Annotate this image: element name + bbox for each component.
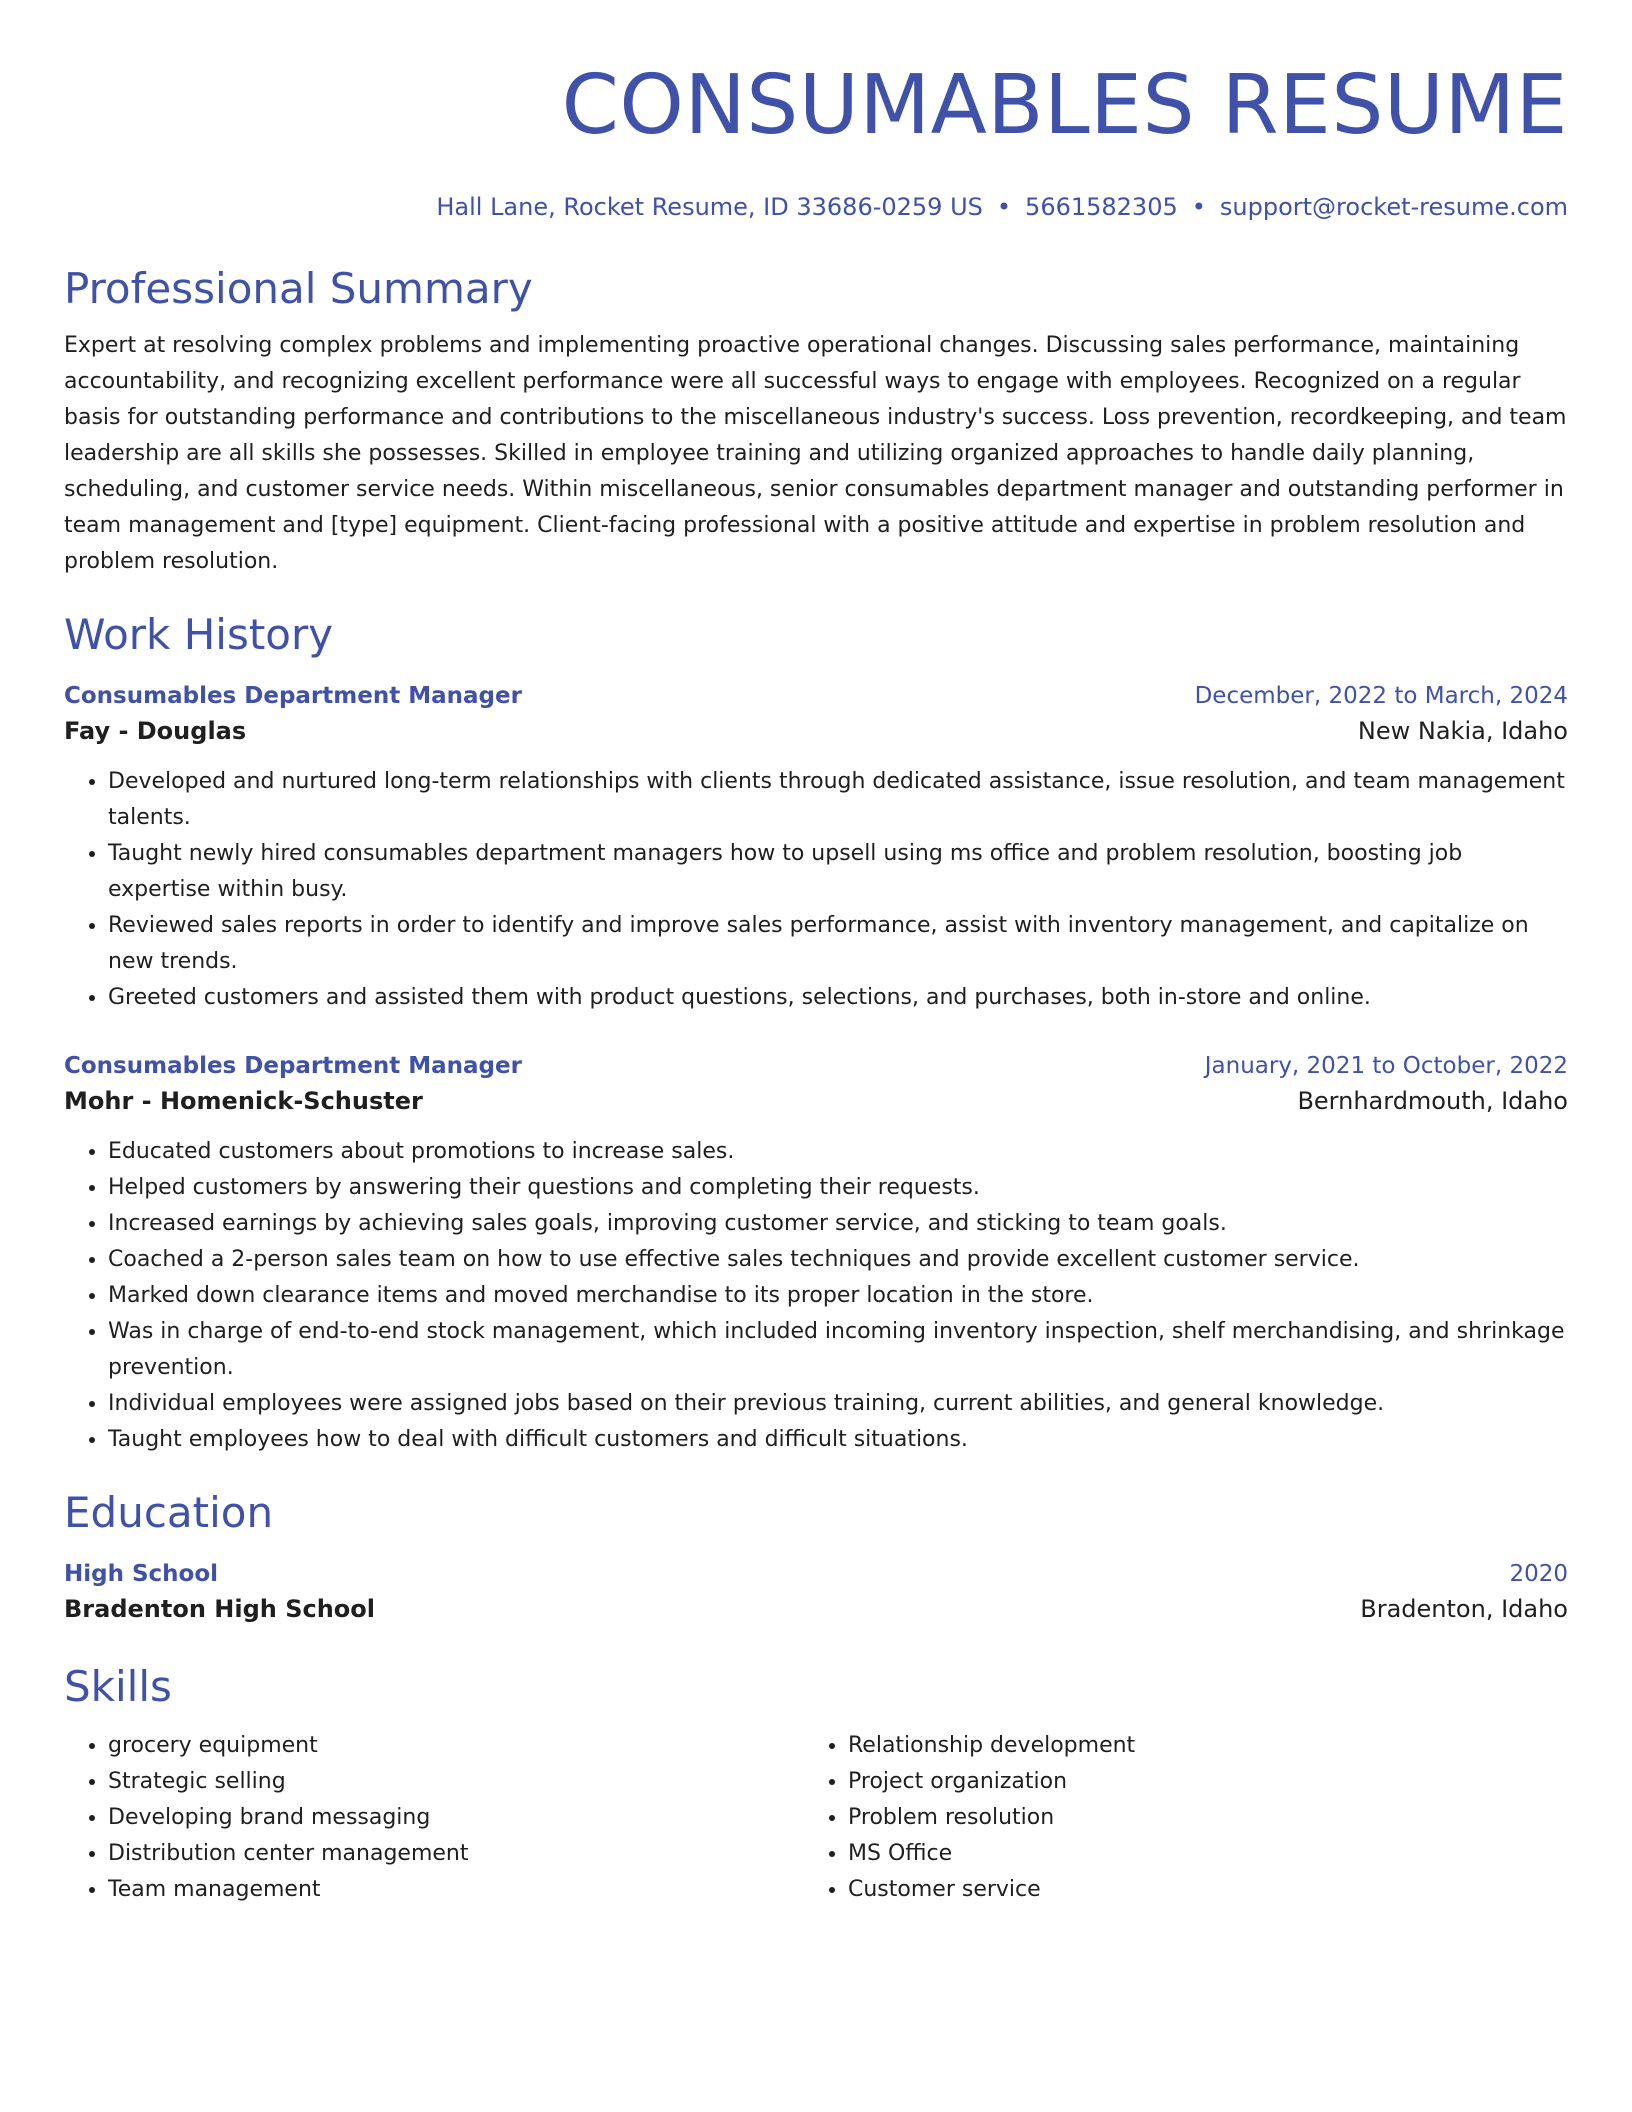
job-bullet: • Taught employees how to deal with difficult customers and difficult situations.: [108, 1422, 1568, 1458]
skill-item: • Developing brand messaging: [108, 1800, 804, 1836]
skill-item: • Team management: [108, 1872, 804, 1908]
skill-item: • Project organization: [848, 1764, 1544, 1800]
education-school: Bradenton High School: [64, 1595, 376, 1623]
skill-item: • Distribution center management: [108, 1836, 804, 1872]
resume-name: CONSUMABLES RESUME: [561, 58, 1568, 153]
separator-dot: •: [1191, 193, 1206, 221]
job-location: Bernhardmouth, Idaho: [1297, 1087, 1568, 1115]
education-entry: [64, 1558, 1568, 1628]
section-title-skills: Skills: [64, 1662, 172, 1711]
job-bullet: • Coached a 2-person sales team on how to use effective sales techniques and provide excellent customer service.: [108, 1242, 1568, 1278]
summary-text: Expert at resolving complex problems and implementing proactive operational changes. Discussing sales performance, maintaining accountability, and recognizing excellent performance were all successful ways to engage with employees. Recognized on a regular basis for outstanding performance and contributions to the miscellaneous industry's success. Loss prevention, recordkeeping, and team leadership are all skills she possesses. Skilled in employee training and utilizing organized approaches to handle daily planning, scheduling, and customer service needs. Within miscellaneous, senior consumables department manager and outstanding performer in team management and [type] equipment. Client-facing professional with a positive attitude and expertise in problem resolution and problem resolution.: [64, 333, 1567, 574]
job-bullets: [64, 764, 1568, 1016]
education-location: Bradenton, Idaho: [1360, 1595, 1568, 1623]
job-employer: Fay - Douglas: [64, 717, 247, 745]
job-title: Consumables Department Manager: [64, 1053, 522, 1079]
job-bullet: • Increased earnings by achieving sales goals, improving customer service, and sticking to team goals.: [108, 1206, 1568, 1242]
skill-item: • Problem resolution: [848, 1800, 1544, 1836]
job-title: Consumables Department Manager: [64, 683, 522, 709]
job-bullet: • Taught newly hired consumables department managers how to upsell using ms office and problem resolution, boosting job expertise within busy.: [108, 836, 1568, 908]
skill-item: • Relationship development: [848, 1728, 1544, 1764]
separator-dot: •: [996, 193, 1012, 221]
job-dates: January, 2021 to October, 2022: [1204, 1053, 1568, 1079]
job-location: New Nakia, Idaho: [1357, 717, 1568, 745]
skills-column-right: [804, 1728, 1544, 1908]
section-title-summary: Professional Summary: [64, 264, 533, 313]
job-dates: December, 2022 to March, 2024: [1194, 683, 1568, 709]
job-bullet: • Reviewed sales reports in order to identify and improve sales performance, assist with inventory management, and capitalize on new trends.: [108, 908, 1568, 980]
skill-item: • grocery equipment: [108, 1728, 804, 1764]
job-bullet: • Greeted customers and assisted them with product questions, selections, and purchases, both in-store and online.: [108, 980, 1568, 1016]
section-title-education: Education: [64, 1488, 274, 1537]
job-bullet: • Developed and nurtured long-term relationships with clients through dedicated assistance, issue resolution, and team management talents.: [108, 764, 1568, 836]
job-entry: [64, 680, 1568, 1016]
job-employer: Mohr - Homenick-Schuster: [64, 1087, 423, 1115]
job-bullet: • Marked down clearance items and moved merchandise to its proper location in the store.: [108, 1278, 1568, 1314]
contact-address: Hall Lane, Rocket Resume, ID 33686-0259 US: [436, 193, 983, 221]
contact-line: [64, 192, 1568, 222]
section-title-work-history: Work History: [64, 610, 334, 659]
job-bullet: • Individual employees were assigned jobs based on their previous training, current abilities, and general knowledge.: [108, 1386, 1568, 1422]
contact-email[interactable]: support@rocket-resume.com: [1219, 193, 1568, 221]
education-degree: High School: [64, 1561, 219, 1587]
job-bullet: • Was in charge of end-to-end stock management, which included incoming inventory inspection, shelf merchandising, and shrinkage prevention.: [108, 1314, 1568, 1386]
skills-list: [64, 1728, 1568, 1908]
job-entry: [64, 1050, 1568, 1458]
skill-item: • MS Office: [848, 1836, 1544, 1872]
job-bullet: • Helped customers by answering their questions and completing their requests.: [108, 1170, 1568, 1206]
job-bullet: • Educated customers about promotions to increase sales.: [108, 1134, 1568, 1170]
skills-column-left: [64, 1728, 804, 1908]
job-bullets: [64, 1134, 1568, 1458]
contact-phone: 5661582305: [1025, 193, 1178, 221]
skill-item: • Customer service: [848, 1872, 1544, 1908]
skill-item: • Strategic selling: [108, 1764, 804, 1800]
education-year: 2020: [1509, 1561, 1568, 1587]
